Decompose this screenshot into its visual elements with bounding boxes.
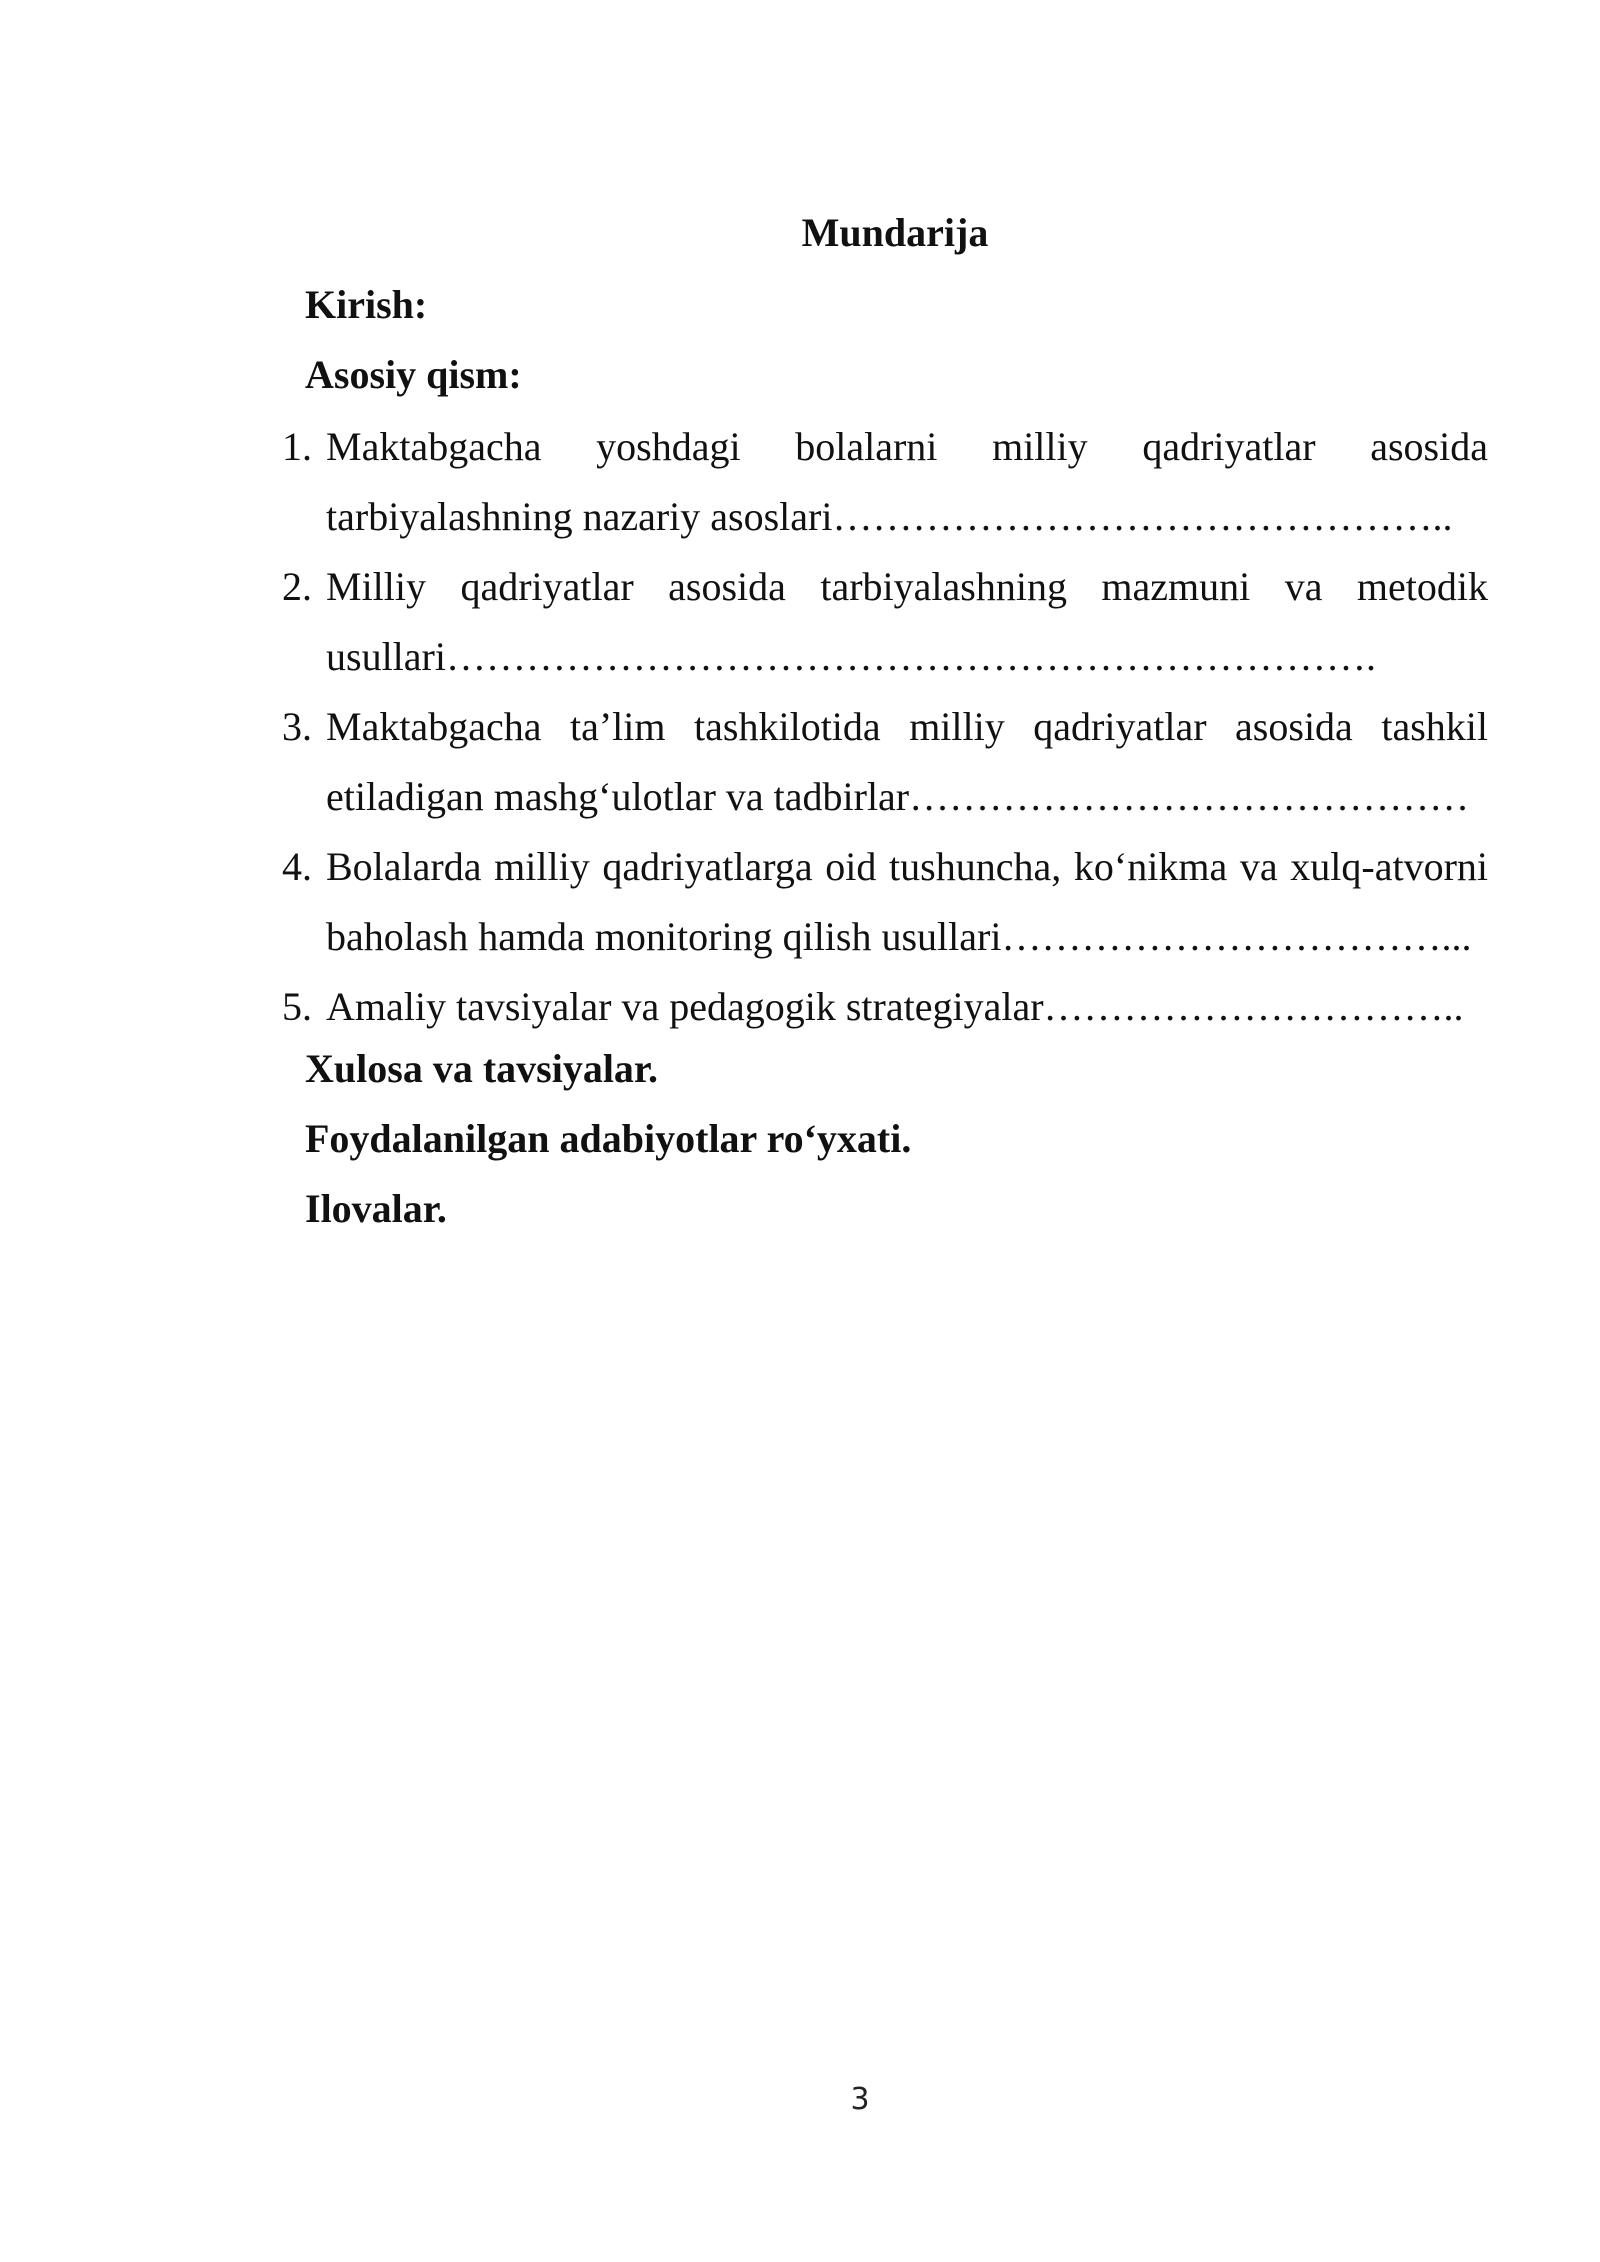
conclusion-heading: Xulosa va tavsiyalar. (305, 1046, 659, 1091)
toc-item-number: 3. (282, 704, 312, 749)
toc-item (282, 552, 1488, 692)
toc-item-number: 5. (282, 984, 312, 1029)
intro-heading: Kirish: (305, 282, 428, 327)
page-title: Mundarija (801, 210, 989, 255)
toc-item-text: Bolalarda milliy qadriyatlarga oid tushuncha, ko‘nikma va xulq-atvorni baholash hamda monitoring qilish usullari……………………………... (326, 844, 1488, 959)
toc-item-text: Milliy qadriyatlar asosida tarbiyalashning mazmuni va metodik usullari……………………………………………………………. (326, 564, 1488, 679)
page-number: 3 (850, 2082, 870, 2117)
toc-item-text: Maktabgacha yoshdagi bolalarni milliy qadriyatlar asosida tarbiyalashning nazariy asoslari……………………………………….. (326, 424, 1488, 539)
toc-item (282, 412, 1488, 552)
toc-item-number: 1. (282, 424, 312, 469)
appendix-heading: Ilovalar. (305, 1186, 447, 1231)
toc-item (282, 972, 1488, 1042)
references-heading: Foydalanilgan adabiyotlar ro‘yxati. (305, 1116, 912, 1161)
toc-item-number: 2. (282, 564, 312, 609)
toc-item-text: Amaliy tavsiyalar va pedagogik strategiyalar………………………….. (326, 984, 1464, 1029)
toc-item-number: 4. (282, 844, 312, 889)
toc-item (282, 832, 1488, 972)
table-of-contents (282, 412, 1488, 1042)
toc-item (282, 692, 1488, 832)
toc-item-text: Maktabgacha ta’lim tashkilotida milliy qadriyatlar asosida tashkil etiladigan mashg‘ulotlar va tadbirlar…………………………………… (326, 704, 1488, 819)
main-part-heading: Asosiy qism: (305, 352, 522, 397)
